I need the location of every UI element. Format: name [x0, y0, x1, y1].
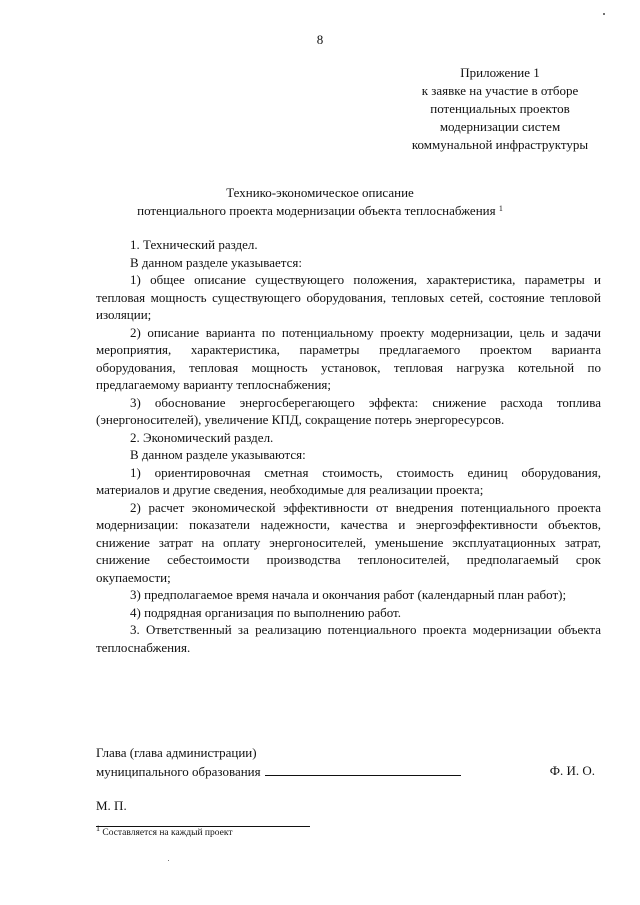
scan-speck [603, 13, 605, 15]
body-paragraph: 1) ориентировочная сметная стоимость, стоимость единиц оборудования, материалов и другие сведения, необходимые для реализации проекта; [96, 464, 601, 497]
body-paragraph: 2) описание варианта по потенциальному проекту модернизации, цель и задачи мероприятия, характеристика, параметры предлагаемого проектом варианта оборудования, тепловая мощность установок, тепловая нагрузка котельной по предлагаемому варианту теплоснабжения; [96, 324, 601, 392]
body-paragraph: 3) обоснование энергосберегающего эффекта: снижение расхода топлива (энергоносителей), увеличение КПД, сокращение потерь энергоресурсов. [96, 394, 601, 427]
title-footnote-mark: 1 [498, 204, 503, 213]
signature-fio: Ф. И. О. [549, 763, 595, 778]
footnote [96, 824, 233, 839]
document-body [96, 236, 601, 656]
stamp-place: М. П. [96, 798, 127, 813]
title-line-2-text: потенциального проекта модернизации объекта теплоснабжения [137, 203, 496, 218]
footnote-mark: 1 [96, 824, 100, 833]
scan-speck [168, 860, 169, 861]
title-line-1: Технико-экономическое описание [226, 185, 414, 200]
body-paragraph: 2) расчет экономической эффективности от внедрения потенциального проекта модернизации: показатели надежности, качества и энергоэффективности объектов, снижение затрат на оплату энергоносителей, уменьшение эксплуатационных затрат, снижение себестоимости производства теплоносителей, предполагаемый срок окупаемости; [96, 499, 601, 585]
appendix-line: модернизации систем [439, 119, 561, 134]
appendix-line: потенциальных проектов [430, 101, 570, 116]
body-paragraph: 4) подрядная организация по выполнению работ. [130, 604, 402, 620]
footnote-text: Составляется на каждый проект [102, 828, 233, 838]
body-paragraph: В данном разделе указываются: [130, 447, 306, 462]
appendix-line: коммунальной инфраструктуры [411, 137, 589, 152]
appendix-block [360, 64, 640, 154]
section-heading-economic: 2. Экономический раздел. [130, 429, 274, 445]
body-paragraph: 3) предполагаемое время начала и окончания работ (календарный план работ); [130, 587, 567, 602]
body-paragraph: В данном разделе указывается: [130, 254, 302, 270]
section-heading-technical: 1. Технический раздел. [130, 237, 258, 252]
body-paragraph: 1) общее описание существующего положения, характеристика, параметры и тепловая мощность существующего оборудования, тепловых сетей, состояние тепловой изоляции; [96, 272, 601, 322]
page-number: 8 [316, 32, 324, 47]
body-paragraph: 3. Ответственный за реализацию потенциального проекта модернизации объекта теплоснабжения. [96, 622, 601, 655]
title-line-2 [60, 202, 580, 220]
signature-blank-line [265, 762, 461, 776]
signature-title-line: Глава (глава администрации) [96, 745, 257, 760]
appendix-line: к заявке на участие в отборе [421, 83, 579, 98]
signature-block [96, 744, 601, 780]
signature-row [96, 762, 601, 780]
appendix-line: Приложение 1 [460, 65, 540, 80]
document-title [60, 184, 580, 220]
signature-org-line: муниципального образования [96, 764, 261, 779]
